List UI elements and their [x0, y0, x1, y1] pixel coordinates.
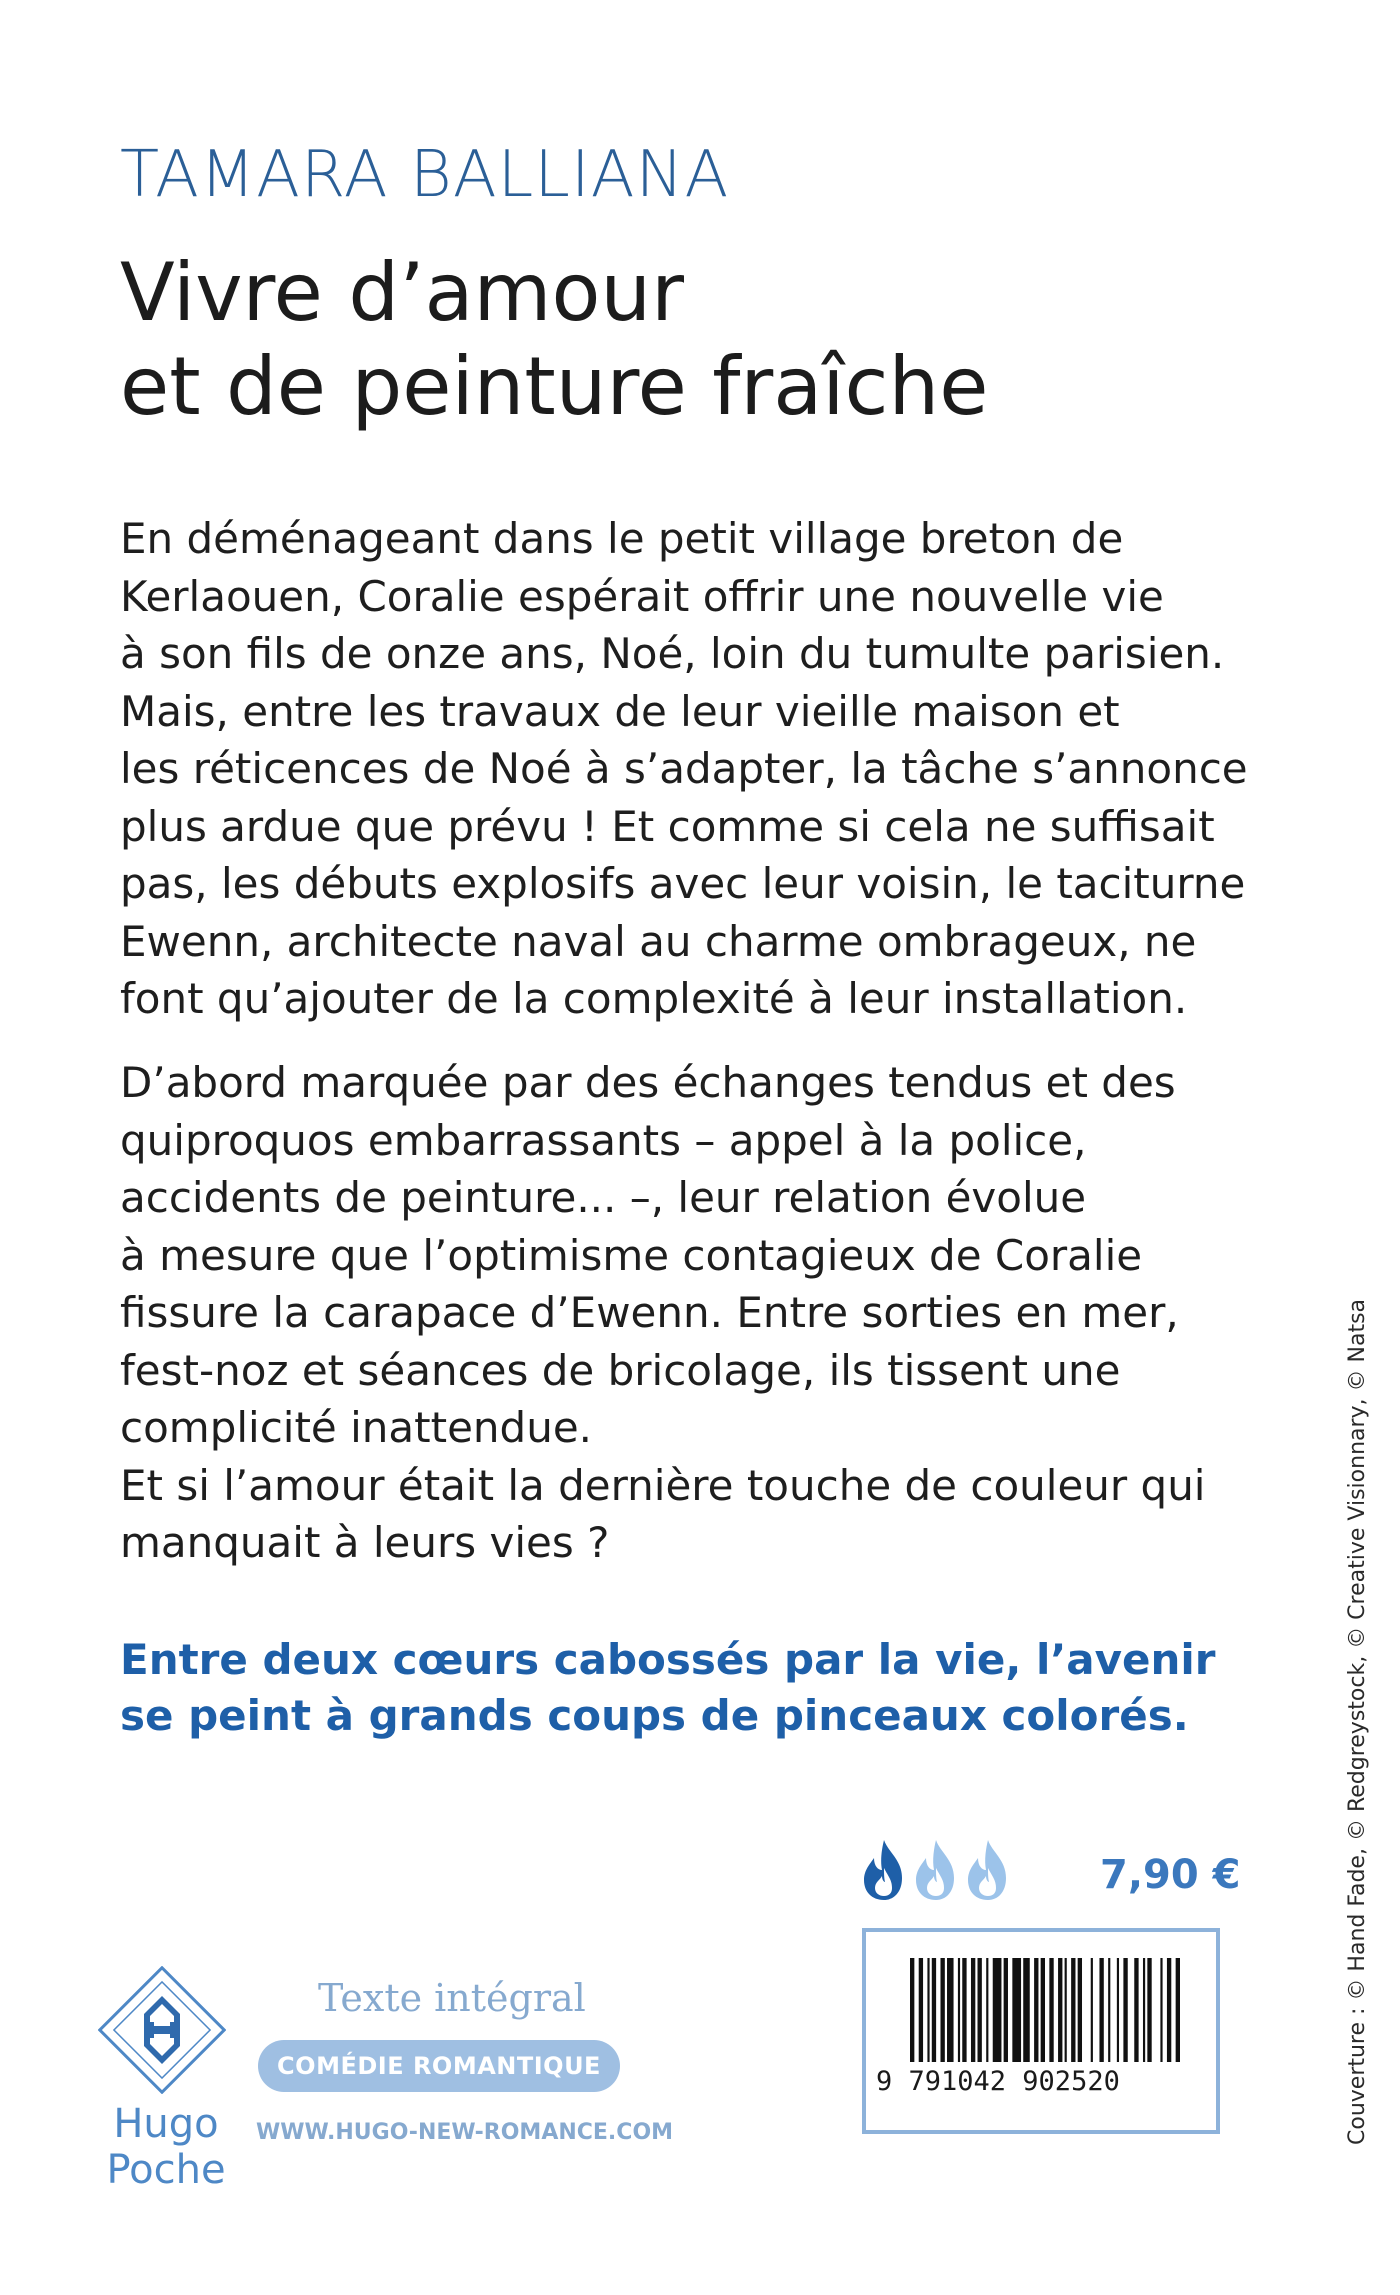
tagline	[120, 1632, 1270, 1744]
synopsis-line: Kerlaouen, Coralie espérait offrir une nouvelle vie	[120, 571, 1164, 621]
tagline-line: Entre deux cœurs cabossés par la vie, l’avenir	[120, 1635, 1216, 1684]
barcode-bar	[940, 1958, 944, 2062]
barcode-bar	[993, 1958, 1002, 2062]
synopsis-line: quiproquos embarrassants – appel à la police,	[120, 1115, 1087, 1165]
barcode	[862, 1928, 1220, 2134]
flame-icon	[968, 1840, 1006, 1900]
barcode-bar	[1099, 1958, 1103, 2062]
barcode-bar	[1071, 1958, 1075, 2062]
edition-note: Texte intégral	[318, 1976, 586, 2020]
barcode-bar	[1117, 1958, 1119, 2062]
title-line: Vivre d’amour	[120, 246, 685, 339]
synopsis-line: manquait à leurs vies ?	[120, 1518, 610, 1567]
barcode-bar	[1147, 1958, 1151, 2062]
barcode-bar	[1176, 1958, 1180, 2062]
barcode-bar	[1160, 1958, 1162, 2062]
barcode-bar	[1049, 1958, 1053, 2062]
synopsis-line: les réticences de Noé à s’adapter, la tâche s’annonce	[120, 744, 1248, 793]
barcode-bar	[1123, 1958, 1127, 2062]
barcode-bar	[1004, 1958, 1008, 2062]
genre-badge: COMÉDIE ROMANTIQUE	[258, 2040, 620, 2092]
synopsis-line: fissure la carapace d’Ewenn. Entre sorties en mer,	[120, 1288, 1179, 1337]
synopsis-line: Mais, entre les travaux de leur vieille maison et	[120, 686, 1120, 736]
barcode-bar	[1091, 1958, 1093, 2062]
flame-icon	[864, 1840, 902, 1900]
barcode-bar	[1012, 1958, 1021, 2062]
isbn-digits: 9 791042 902520	[876, 2066, 1120, 2097]
barcode-bar	[919, 1958, 923, 2062]
book-title	[120, 246, 1220, 434]
barcode-bar	[971, 1958, 975, 2062]
barcode-bar	[947, 1958, 954, 2062]
title-line: et de peinture fraîche	[120, 340, 989, 433]
flame-icon	[916, 1840, 954, 1900]
synopsis-line: complicité inattendue.	[120, 1403, 593, 1452]
barcode-bar	[986, 1958, 988, 2062]
publisher-name: Hugo	[113, 2101, 219, 2147]
synopsis-line: D’abord marquée par des échanges tendus et des	[120, 1058, 1176, 1107]
tagline-line: se peint à grands coups de pinceaux colorés.	[120, 1691, 1189, 1740]
synopsis-line: font qu’ajouter de la complexité à leur installation.	[120, 974, 1188, 1023]
barcode-bars	[910, 1958, 1180, 2062]
barcode-bar	[962, 1958, 966, 2062]
barcode-bar	[932, 1958, 936, 2062]
barcode-bar	[1041, 1958, 1045, 2062]
barcode-bar	[1023, 1958, 1030, 2062]
synopsis-line: fest-noz et séances de bricolage, ils tissent une	[120, 1345, 1121, 1395]
hugo-logo-icon	[98, 1966, 226, 2094]
publisher-collection: Poche	[106, 2147, 226, 2193]
barcode-bar	[958, 1958, 960, 2062]
synopsis-line: à son fils de onze ans, Noé, loin du tumulte parisien.	[120, 629, 1225, 678]
barcode-bar	[1058, 1958, 1062, 2062]
synopsis-line: Et si l’amour était la dernière touche de couleur qui	[120, 1460, 1206, 1510]
cover-credits: Couverture : © Hand Fade, © Redgreystock, © Creative Visionnary, © Natsa	[1345, 1298, 1370, 2145]
synopsis-line: accidents de peinture... –, leur relation évolue	[120, 1173, 1087, 1222]
barcode-bar	[1065, 1958, 1067, 2062]
barcode-bar	[1167, 1958, 1171, 2062]
barcode-bar	[1134, 1958, 1138, 2062]
website-link: WWW.HUGO-NEW-ROMANCE.COM	[256, 2120, 674, 2145]
synopsis-line: Ewenn, architecte naval au charme ombrageux, ne	[120, 916, 1197, 966]
barcode-bar	[1078, 1958, 1082, 2062]
barcode-bar	[910, 1958, 914, 2062]
synopsis-line: pas, les débuts explosifs avec leur voisin, le taciturne	[120, 859, 1246, 908]
barcode-bar	[1034, 1958, 1038, 2062]
barcode-bar	[927, 1958, 929, 2062]
author-name: TAMARA BALLIANA	[120, 138, 730, 212]
synopsis-line: plus ardue que prévu ! Et comme si cela ne suffisait	[120, 801, 1215, 851]
synopsis-paragraph-2	[120, 1054, 1240, 1572]
heat-rating	[858, 1838, 1018, 1902]
barcode-bar	[1108, 1958, 1110, 2062]
price: 7,90 €	[1100, 1852, 1241, 1898]
synopsis-line: En déménageant dans le petit village breton de	[120, 514, 1124, 563]
barcode-bar	[978, 1958, 982, 2062]
barcode-bar	[1143, 1958, 1145, 2062]
synopsis-paragraph-1	[120, 510, 1248, 1028]
synopsis-line: à mesure que l’optimisme contagieux de Coralie	[120, 1230, 1143, 1280]
